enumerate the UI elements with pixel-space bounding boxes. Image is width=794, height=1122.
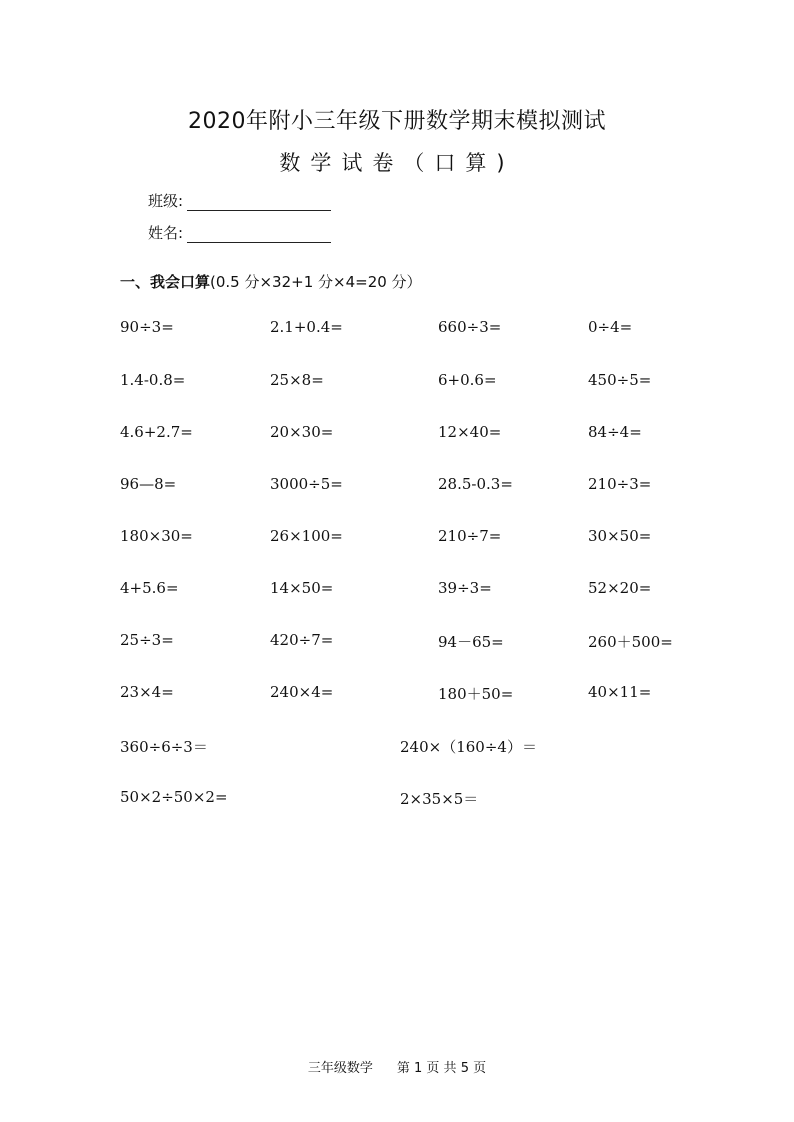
problem-1-4: 0÷4= bbox=[588, 318, 633, 336]
class-field bbox=[148, 190, 331, 211]
problem-3-4: 84÷4= bbox=[588, 423, 642, 441]
long-problem-2-1: 50×2÷50×2= bbox=[120, 788, 228, 806]
long-problem-2-2: 2×35×5＝ bbox=[400, 790, 479, 808]
page-title: 2020年附小三年级下册数学期末模拟测试 bbox=[188, 109, 606, 134]
problem-5-1: 180×30= bbox=[120, 527, 193, 545]
footer-subject: 三年级数学 bbox=[307, 1061, 373, 1076]
problem-4-3: 28.5-0.3= bbox=[438, 475, 513, 493]
problem-4-2: 3000÷5= bbox=[270, 475, 343, 493]
problem-6-1: 4+5.6= bbox=[120, 579, 179, 597]
problem-2-3: 6+0.6= bbox=[438, 371, 497, 389]
section-points: (0.5 分×32+1 分×4=20 分） bbox=[210, 273, 422, 291]
problem-6-3: 39÷3= bbox=[438, 579, 492, 597]
section-heading bbox=[120, 271, 422, 292]
class-blank-line[interactable] bbox=[187, 192, 331, 211]
long-problem-1-1: 360÷6÷3＝ bbox=[120, 738, 208, 756]
problem-7-3: 94－65= bbox=[438, 633, 504, 651]
problem-3-1: 4.6+2.7= bbox=[120, 423, 193, 441]
problem-8-3: 180＋50= bbox=[438, 685, 514, 703]
page-subtitle: 数学试卷（口算) bbox=[279, 151, 515, 175]
problem-4-4: 210÷3= bbox=[588, 475, 652, 493]
page-footer bbox=[0, 1057, 794, 1076]
problem-3-3: 12×40= bbox=[438, 423, 502, 441]
long-problem-1-2: 240×（160÷4）＝ bbox=[400, 738, 537, 756]
problem-1-2: 2.1+0.4= bbox=[270, 318, 343, 336]
problem-2-2: 25×8= bbox=[270, 371, 324, 389]
problem-5-4: 30×50= bbox=[588, 527, 652, 545]
problem-7-4: 260＋500= bbox=[588, 633, 673, 651]
problem-2-4: 450÷5= bbox=[588, 371, 652, 389]
problem-8-1: 23×4= bbox=[120, 683, 174, 701]
problem-3-2: 20×30= bbox=[270, 423, 334, 441]
problem-4-1: 96—8= bbox=[120, 475, 177, 493]
name-label: 姓名: bbox=[148, 224, 184, 242]
problem-5-2: 26×100= bbox=[270, 527, 343, 545]
name-blank-line[interactable] bbox=[187, 224, 331, 243]
section-heading-text: 一、我会口算 bbox=[120, 273, 211, 291]
problem-6-2: 14×50= bbox=[270, 579, 334, 597]
problem-7-2: 420÷7= bbox=[270, 631, 334, 649]
problem-1-1: 90÷3= bbox=[120, 318, 174, 336]
problem-7-1: 25÷3= bbox=[120, 631, 174, 649]
problem-8-4: 40×11= bbox=[588, 683, 652, 701]
name-field bbox=[148, 222, 331, 243]
problem-2-1: 1.4-0.8= bbox=[120, 371, 186, 389]
problem-8-2: 240×4= bbox=[270, 683, 334, 701]
problem-5-3: 210÷7= bbox=[438, 527, 502, 545]
class-label: 班级: bbox=[148, 192, 184, 210]
problem-6-4: 52×20= bbox=[588, 579, 652, 597]
problem-1-3: 660÷3= bbox=[438, 318, 502, 336]
footer-page-number: 第 1 页 共 5 页 bbox=[396, 1061, 487, 1076]
